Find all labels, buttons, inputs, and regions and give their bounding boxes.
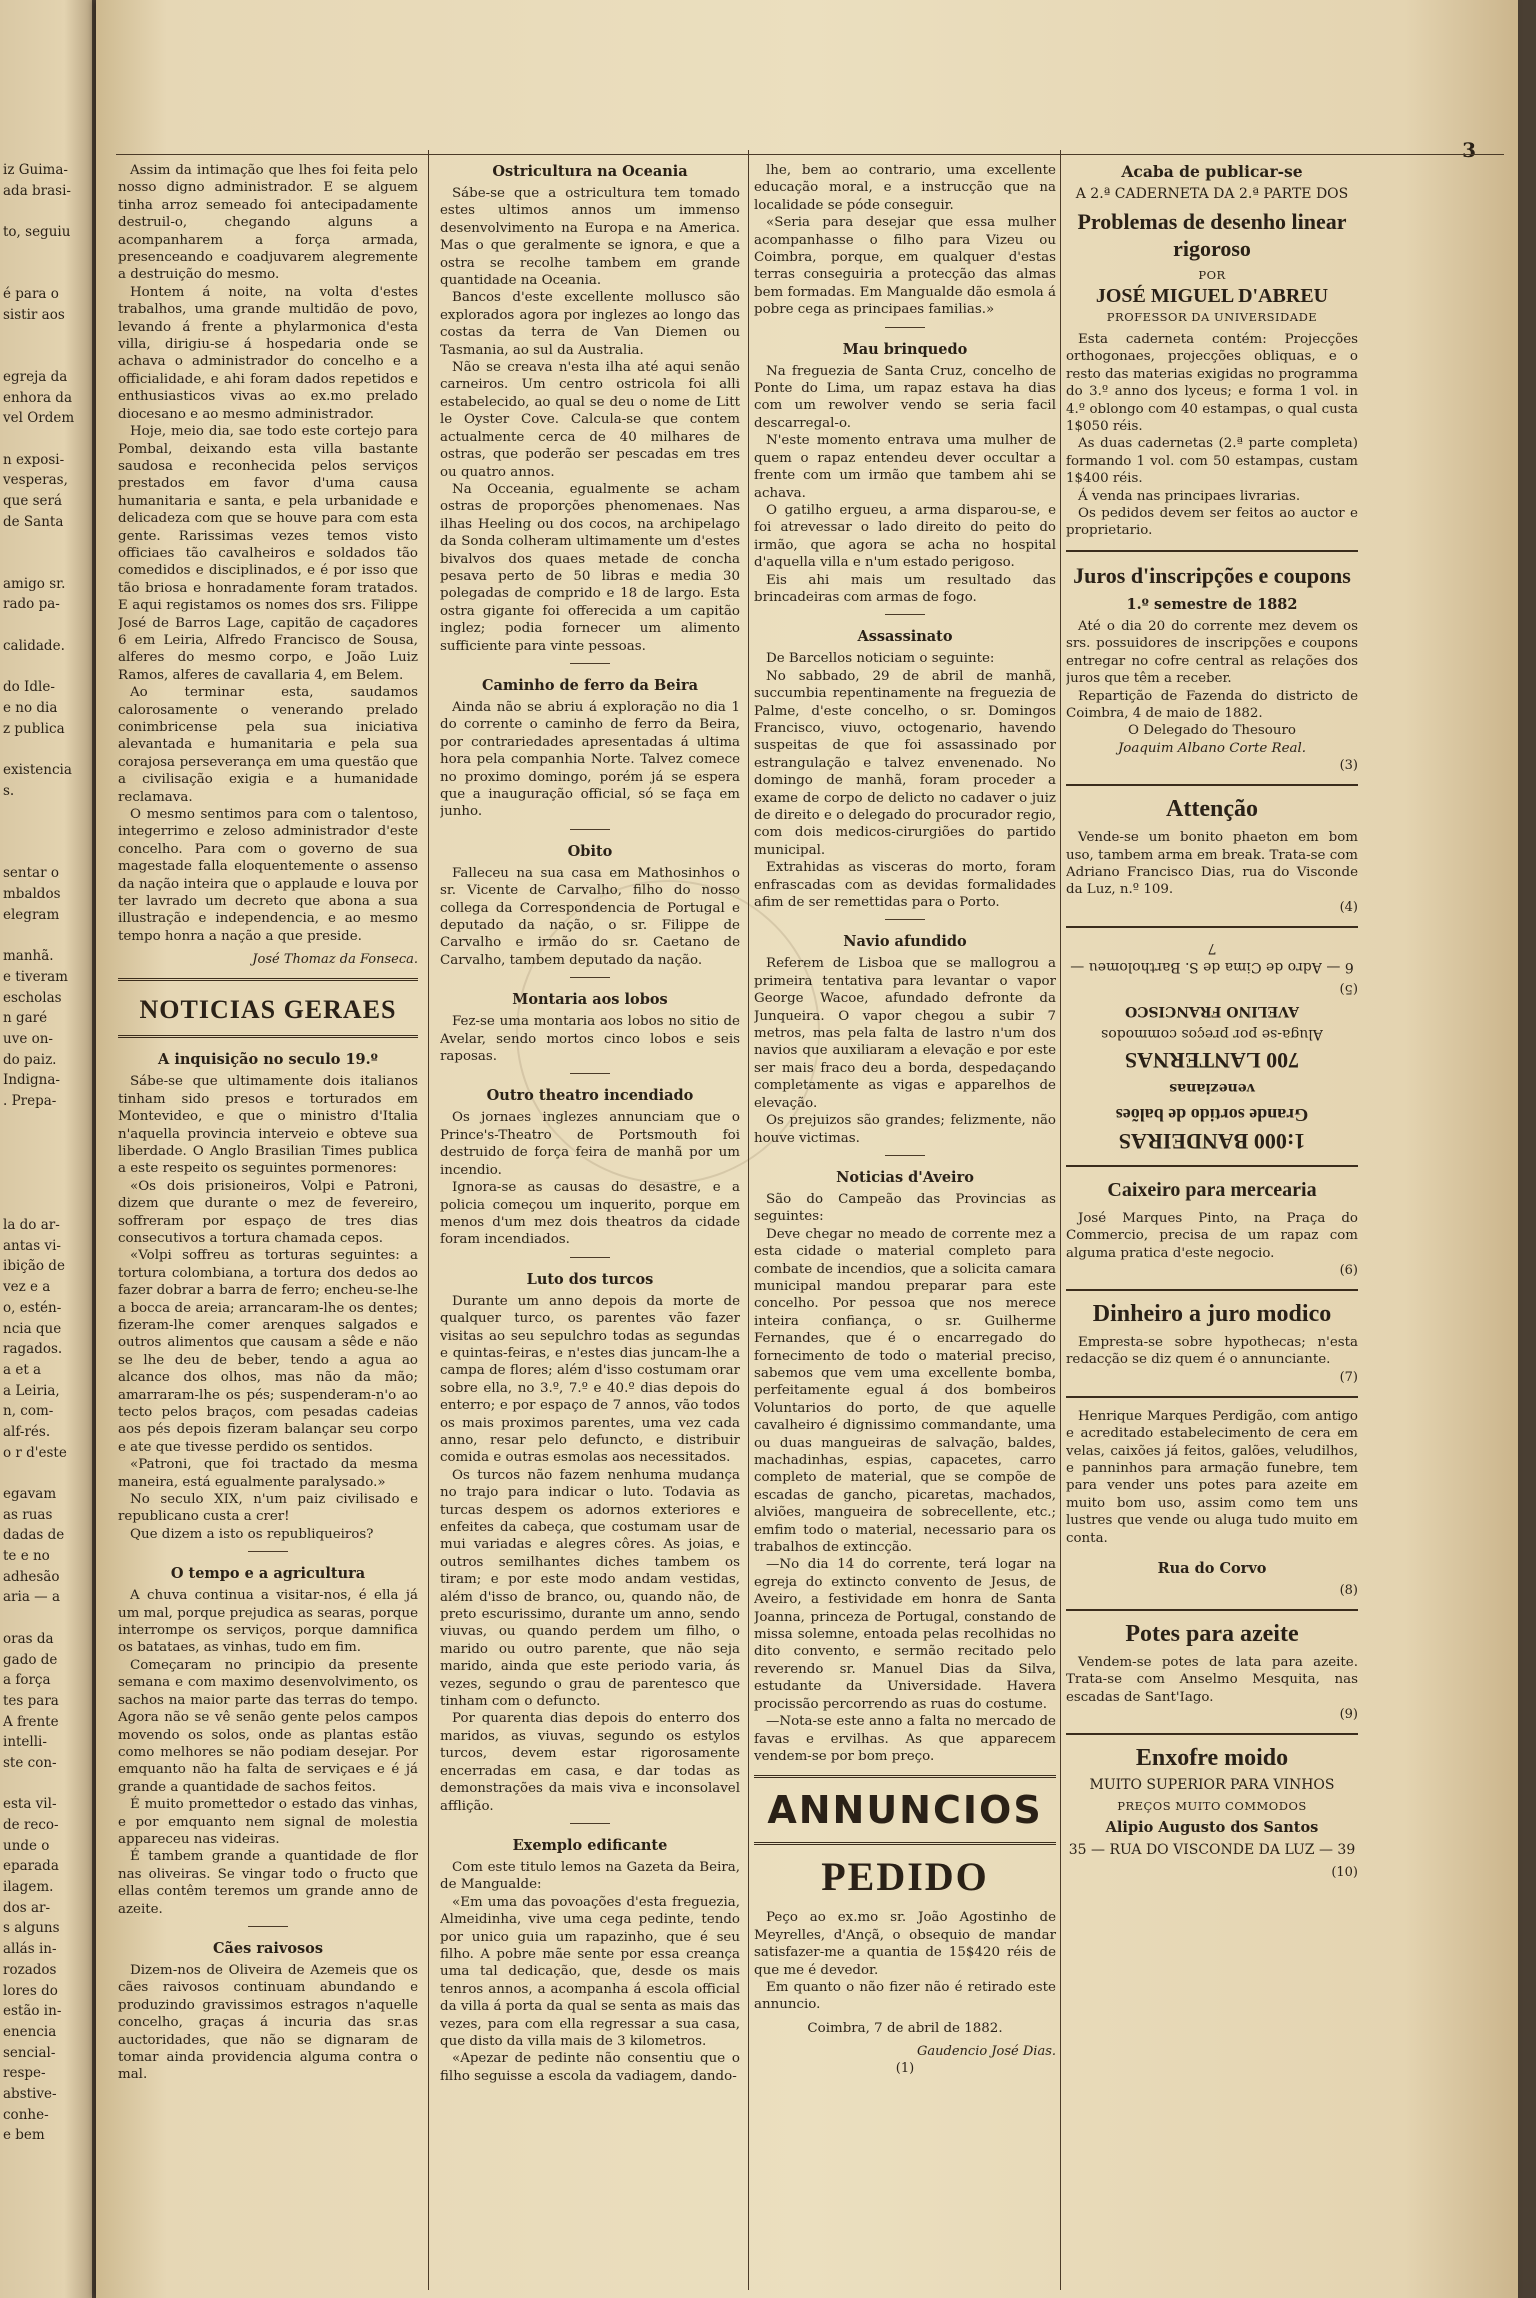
paragraph: É muito promettedor o estado das vinhas, e por emquanto nem signal de molestia appareceu nas videiras. bbox=[118, 1797, 418, 1847]
margin-fragment: abstive- bbox=[3, 2085, 57, 2102]
paragraph: Fez-se uma montaria aos lobos no sitio de Avelar, sendo mortos cinco lobos e seis raposas. bbox=[440, 1014, 740, 1065]
margin-fragment: ibição de bbox=[3, 1258, 65, 1275]
paragraph: «Seria para desejar que essa mulher acompanhasse o filho para Vizeu ou Coimbra, porque, em qualquer d'estas terras conseguiria a protecção das almas bem formadas. Em Mangualde dão esmola á pobre cega as principaes familias.» bbox=[754, 215, 1056, 318]
column-4 bbox=[1066, 162, 1358, 2277]
paragraph: Até o dia 20 do corrente mez devem os srs. possuidores de inscripções e coupons entregar no cofre central as relações dos juros que têm a receber. bbox=[1066, 618, 1358, 687]
paragraph: «Apezar de pedinte não consentiu que o filho seguisse a escola da vadiagem, dando- bbox=[440, 2051, 740, 2084]
paragraph: Que dizem a isto os republiqueiros? bbox=[130, 1526, 374, 1542]
margin-fragment: sencial- bbox=[3, 2044, 56, 2061]
margin-fragment: rado pa- bbox=[3, 596, 60, 613]
paragraphs bbox=[754, 1191, 1056, 1765]
article-separator bbox=[570, 663, 610, 664]
margin-fragment bbox=[3, 553, 92, 574]
paragraph: O gatilho ergueu, a arma disparou-se, e foi atrevessar o lado direito do peito do irmão, que agora se acha no hospital d'aquella villa e n'um estado perigoso. bbox=[754, 502, 1056, 571]
paragraph: Á venda nas principaes livrarias. bbox=[1078, 488, 1301, 504]
paragraphs bbox=[440, 185, 740, 655]
article-title: Caminho de ferro da Beira bbox=[481, 676, 699, 694]
margin-fragment: adhesão bbox=[3, 1568, 60, 1585]
paragraph: No seculo XIX, n'um paiz civilisado e republicano custa a crer! bbox=[118, 1492, 418, 1525]
paragraph: Ignora-se as causas do desastre, e a policia começou um inquerito, porque em menos d'um mez dois theatros da cidade foram incendiados. bbox=[440, 1180, 740, 1248]
margin-fragment: conhe- bbox=[3, 2106, 49, 2123]
margin-fragment: eparada bbox=[3, 1858, 59, 1875]
ad-number: (3) bbox=[1339, 758, 1358, 774]
paragraph: Repartição de Fazenda do districto de Coimbra, 4 de maio de 1882. bbox=[1066, 688, 1358, 721]
ad-inverted-line: 700 LANTERNAS bbox=[1124, 1047, 1300, 1073]
margin-fragment: sentar o bbox=[3, 865, 59, 882]
article-inquisicao bbox=[118, 1050, 418, 1543]
margin-fragment: de Santa bbox=[3, 513, 64, 530]
paragraphs bbox=[118, 162, 418, 945]
ad-separator bbox=[1066, 1396, 1358, 1398]
margin-fragment bbox=[3, 843, 92, 864]
margin-fragment: enhora da bbox=[3, 389, 72, 406]
margin-fragment: dos ar- bbox=[3, 1899, 51, 1916]
article-exemplo-continued bbox=[754, 162, 1056, 319]
article-luto bbox=[440, 1270, 740, 1815]
ad-text: José Marques Pinto, na Praça do Commercio, precisa de um rapaz com alguma pratica d'este negocio. bbox=[1066, 1210, 1358, 1261]
paragraph: «Volpi soffreu as torturas seguintes: a tortura colombiana, a tortura dos dedos ao fazer dobrar a barra de ferro; encheu-se-lhe a bocca de areia; arrancaram-lhe os dentes; fizeram-lhe comer arenques salgados e outros alimentos que causam a sêde e não se lhe deu de beber, tendo a agua ao alcance dos olhos, mas não da mão; amarraram-lhe os pés; suspenderam-n'o ao tecto pelos braços, com pesadas cadeias aos pés depois fizeram balançar seu corpo e ate que tivesse perdido os sentidos. bbox=[118, 1248, 418, 1455]
annuncios-heading: ANNUNCIOS bbox=[767, 1788, 1043, 1833]
section-rule bbox=[754, 1775, 1056, 1778]
article-separator bbox=[885, 919, 925, 920]
margin-fragment bbox=[3, 615, 92, 636]
ad-number: (5) bbox=[1339, 980, 1358, 996]
ad-juros bbox=[1066, 562, 1358, 774]
ad-separator bbox=[1066, 1165, 1358, 1167]
ad-number: (9) bbox=[1339, 1707, 1358, 1723]
top-rule bbox=[116, 154, 1504, 155]
newspaper-page bbox=[96, 0, 1518, 2298]
margin-fragment: tes para bbox=[3, 1692, 59, 1709]
margin-fragment bbox=[3, 822, 92, 843]
paragraphs bbox=[440, 699, 740, 821]
article-separator bbox=[885, 327, 925, 328]
ad-number: (10) bbox=[1331, 1865, 1358, 1881]
margin-fragment: o r d'este bbox=[3, 1444, 67, 1461]
margin-fragment: intelli- bbox=[3, 1734, 47, 1751]
paragraph: Peço ao ex.mo sr. João Agostinho de Meyrelles, d'Ançã, o obsequio de mandar satisfazer-me a quantia de 15$420 réis de que me é devedor. bbox=[754, 1910, 1056, 1978]
paragraphs bbox=[754, 650, 1056, 911]
paragraph: Os jornaes inglezes annunciam que o Prince's-Theatro de Portsmouth foi destruido de força feira de manhã por um incendio. bbox=[440, 1110, 740, 1178]
paragraphs bbox=[118, 1962, 418, 2084]
article-title: Cães raivosos bbox=[212, 1939, 323, 1957]
paragraph: Em quanto o não fizer não é retirado este annuncio. bbox=[754, 1979, 1056, 2013]
margin-fragment: elegram bbox=[3, 906, 60, 923]
ad-kicker: Acaba de publicar-se bbox=[1121, 162, 1303, 181]
article-signature: José Thomaz da Fonseca. bbox=[252, 952, 418, 968]
ad-title: Potes para azeite bbox=[1125, 1621, 1299, 1648]
ad-inverted-line: AVELINO FRANCISCO bbox=[1125, 1002, 1300, 1019]
paragraphs bbox=[754, 162, 1056, 319]
previous-page-text-fragments bbox=[0, 0, 92, 2146]
paragraph: Com este titulo lemos na Gazeta da Beira, de Mangualde: bbox=[440, 1859, 740, 1893]
previous-page-margin bbox=[0, 0, 92, 2298]
paragraph: Hoje, meio dia, sae todo este cortejo para Pombal, deixando esta villa bastante saudosa e reconhecida pelos serviços prestados em favor d'uma causa humanitaria e santa, e pela urbanidade e delicadeza com que se houve para com esta gente. Rarissimas vezes temos visto officiaes tão cavalheiros e soldados tão comedidos e disciplinados, e é por isso que tão briosa e honradamente foram tratados. E aqui registamos os nomes dos srs. Filippe José de Barros Lage, capitão de caçadores 6 em Leiria, Alfredo Francisco de Sousa, alferes do mesmo corpo, e João Luiz Ramos, alferes de cavallaria 4, em Belem. bbox=[118, 424, 418, 683]
margin-fragment bbox=[3, 346, 92, 367]
ad-text: Vende-se um bonito phaeton em bom uso, tambem arma em break. Trata-se com Adriano Francisco Dias, rua do Visconde da Luz, n.º 109. bbox=[1066, 830, 1358, 898]
margin-fragment: do paiz. bbox=[3, 1051, 57, 1068]
ad-separator bbox=[1066, 926, 1358, 928]
margin-fragment bbox=[3, 1608, 92, 1629]
margin-fragment bbox=[3, 1153, 92, 1174]
paragraph: Não se creava n'esta ilha até aqui senão carneiros. Um centro ostricola foi alli estabelecido, ao qual se deu o nome de Litt le Oyster Cove. Calcula-se que contem actualmente cerca de 40 milhares de ostras, que poderão ser pescadas em tres ou quatro annos. bbox=[440, 360, 740, 480]
article-separator bbox=[248, 1551, 288, 1552]
ad-subtitle: A 2.ª CADERNETA DA 2.ª PARTE DOS bbox=[1075, 186, 1349, 202]
margin-fragment bbox=[3, 1194, 92, 1215]
margin-fragment bbox=[3, 1132, 92, 1153]
paragraph: Ao terminar esta, saudamos calorosamente o venerando prelado conimbricense pela sua iniciativa alevantada e humanitaria e pela sua corajosa perseverança em uma questão que a civilisação exigia e a humanidade reclamava. bbox=[118, 685, 418, 805]
article-title: Obito bbox=[567, 842, 613, 860]
ad-dinheiro bbox=[1066, 1301, 1358, 1386]
article-caes bbox=[118, 1939, 418, 2084]
ad-text: Henrique Marques Perdigão, com antigo e acreditado estabelecimento de cera em velas, caixões já feitos, galões, veludilhos, e panninhos para armação funebre, tem para vender uns potes para azeite em muito bom uso, assim como tem uns lustres que vende ou aluga tudo muito em conta. bbox=[1066, 1408, 1358, 1546]
section-rule bbox=[118, 978, 418, 981]
margin-fragment: gado de bbox=[3, 1651, 58, 1668]
margin-fragment: ada brasi- bbox=[3, 182, 71, 199]
paragraph: Na Occeania, egualmente se acham ostras de proporções phenomenaes. Nas ilhas Heeling ou dos cocos, na archipelago da Sonda colheram ultimamente um d'estes bivalvos dos quaes metade de concha pesava perto de 50 libras e media 30 polegadas de comprido e 18 de largo. Esta ostra gigante foi offerecida a um capitão inglez; podia fornecer um alimento sufficiente para vinte pessoas. bbox=[440, 481, 740, 654]
margin-fragment bbox=[3, 263, 92, 284]
article-separator bbox=[570, 977, 610, 978]
paragraph: Esta caderneta contém: Projecções orthogonaes, projecções obliquas, e o resto das materias exigidas no programma do 3.º anno dos lyceus; e forma 1 vol. in 4.º oblongo com 40 estampas, o qual custa 1$050 réis. bbox=[1066, 332, 1358, 435]
article-caminho bbox=[440, 676, 740, 821]
article-title: Mau brinquedo bbox=[842, 340, 968, 358]
ad-merchant: Alipio Augusto dos Santos bbox=[1105, 1819, 1319, 1837]
margin-fragment: que será bbox=[3, 493, 63, 509]
margin-fragment: enencia bbox=[3, 2023, 57, 2040]
margin-fragment bbox=[3, 1174, 92, 1195]
ad-title: Problemas de desenho linear rigoroso bbox=[1077, 209, 1347, 261]
ad-street: Rua do Corvo bbox=[1157, 1560, 1267, 1578]
ad-number: (1) bbox=[895, 2061, 915, 2077]
article-tempo bbox=[118, 1564, 418, 1918]
paragraph: «Os dois prisioneiros, Volpi e Patroni, dizem que durante o mez de fevereiro, soffreram por espaço de tres dias consecutivos a tortura chamada cepos. bbox=[118, 1178, 418, 1246]
margin-fragment: estão in- bbox=[3, 2003, 62, 2020]
margin-fragment: é para o bbox=[3, 286, 59, 303]
margin-fragment: a Leiria, bbox=[3, 1382, 60, 1399]
margin-fragment: manhã. bbox=[3, 948, 54, 965]
article-assassinato bbox=[754, 627, 1056, 911]
paragraph: Eis ahi mais um resultado das brincadeiras com armas de fogo. bbox=[754, 572, 1056, 605]
column-divider bbox=[748, 150, 749, 2290]
paragraph: lhe, bem ao contrario, uma excellente educação moral, e a instrucção que na localidade se póde conseguir. bbox=[754, 163, 1056, 213]
ad-text: Empresta-se sobre hypothecas; n'esta redacção se diz quem é o annunciante. bbox=[1066, 1334, 1358, 1368]
paragraph: Ainda não se abriu á exploração no dia 1 do corrente o caminho de ferro da Beira, por contrariedades apresentadas á ultima hora pela companhia Norte. Talvez comece no proximo domingo, porém já se espera que a inauguração official, só se faça em junho. bbox=[440, 699, 740, 820]
ad-inverted-line: Aluga-se por preços commodos bbox=[1101, 1025, 1323, 1042]
article-separator bbox=[570, 1257, 610, 1258]
article-brinquedo bbox=[754, 340, 1056, 607]
intro-article bbox=[118, 162, 418, 968]
margin-fragment: de reco- bbox=[3, 1817, 59, 1833]
margin-fragment: a et a bbox=[3, 1361, 42, 1378]
margin-fragment: z publica bbox=[3, 720, 65, 737]
ad-number: (8) bbox=[1339, 1583, 1358, 1599]
margin-fragment: respe- bbox=[3, 2065, 46, 2082]
ad-inverted-title: 1:000 BANDEIRAS bbox=[1118, 1128, 1306, 1154]
article-title: Exemplo edificante bbox=[512, 1836, 668, 1854]
ad-small-line: PREÇOS MUITO COMMODOS bbox=[1117, 1799, 1307, 1814]
paragraph: «Patroni, que foi tractado da mesma maneira, está egualmente paralysado.» bbox=[118, 1457, 418, 1490]
pedido-date: Coimbra, 7 de abril de 1882. bbox=[807, 2020, 1003, 2036]
paragraphs bbox=[118, 1073, 418, 1543]
paragraph: —Nota-se este anno a falta no mercado de favas e ervilhas. As que apparecem vendem-se por bom preço. bbox=[754, 1714, 1056, 1764]
pedido-heading: PEDIDO bbox=[821, 1854, 989, 1900]
paragraph: Sábe-se que a ostricultura tem tomado estes ultimos annos um immenso desenvolvimento na Europa e na America. Mas o que geralmente se ignora, e que a ostra se recolhe tambem em grande quantidade na Oceania. bbox=[440, 186, 740, 289]
paragraph: Falleceu na sua casa em Mathosinhos o sr. Vicente de Carvalho, filho do nosso collega da Correspondencia de Portugal e deputado da nação, o sr. Filippe de Carvalho e irmão do sr. Caetano de Carvalho, tambem deputado da nação. bbox=[440, 865, 740, 968]
article-title: Luto dos turcos bbox=[526, 1270, 654, 1288]
margin-fragment: amigo sr. bbox=[3, 575, 66, 592]
ad-number: (4) bbox=[1339, 899, 1358, 915]
paragraphs bbox=[440, 865, 740, 969]
ad-perdigao bbox=[1066, 1408, 1358, 1599]
margin-fragment bbox=[3, 1463, 92, 1484]
article-title: O tempo e a agricultura bbox=[170, 1565, 366, 1583]
margin-fragment bbox=[3, 326, 92, 347]
article-ostricultura bbox=[440, 162, 740, 655]
ad-separator bbox=[1066, 1609, 1358, 1611]
margin-fragment bbox=[3, 201, 92, 222]
paragraph: Dizem-nos de Oliveira de Azemeis que os cães raivosos continuam abundando e produzindo gravissimos estragos n'aquelle concelho, graças á incuria das sr.as auctoridades, que não se dignaram de tomar ainda providencia alguma contra o mal. bbox=[118, 1962, 418, 2083]
article-separator bbox=[570, 1823, 610, 1824]
section-title: NOTICIAS GERAES bbox=[139, 995, 397, 1025]
margin-fragment: vez e a bbox=[3, 1279, 51, 1296]
margin-fragment: e tiveram bbox=[3, 968, 68, 985]
margin-fragment: n, com- bbox=[3, 1403, 54, 1420]
paragraph: N'este momento entrava uma mulher de quem o rapaz entendeu dever occultar a frente com um irmão que tambem ahi se achava. bbox=[754, 433, 1056, 501]
article-separator bbox=[248, 1926, 288, 1927]
margin-fragment: antas vi- bbox=[3, 1237, 61, 1254]
ad-subtitle: MUITO SUPERIOR PARA VINHOS bbox=[1089, 1777, 1335, 1794]
margin-fragment: to, seguiu bbox=[3, 224, 71, 241]
ad-title: Enxofre moido bbox=[1135, 1745, 1289, 1772]
paragraph: Hontem á noite, na volta d'estes trabalhos, uma grande multidão de povo, levando á frente a phylarmonica d'esta villa, dirigiu-se á hospedaria onde se achava o administrador do concelho e a officialidade, e ahi foram dados repetidos e enthusiasticos vivas ao ex.mo prelado diocesano e ao mesmo administrador. bbox=[118, 284, 418, 422]
margin-fragment: alf-rés. bbox=[3, 1423, 51, 1440]
paragraph: —No dia 14 do corrente, terá logar na egreja do extincto convento de Jesus, de Aveiro, a festividade em honra de Santa Joanna, princeza de Portugal, constando de missa solemne, entoada pelas recolhidas no dito convento, e sermão recitado pelo reverendo sr. Manuel Dias da Silva, estudante da Universidade. Havera procissão percorrendo as ruas do costume. bbox=[754, 1557, 1056, 1712]
paragraph: As duas cadernetas (2.ª parte completa) formando 1 vol. com 50 estampas, custam 1$400 réis. bbox=[1066, 436, 1358, 487]
paragraphs bbox=[118, 1587, 418, 1918]
ad-caixeiro bbox=[1066, 1177, 1358, 1279]
ad-text: Vendem-se potes de lata para azeite. Trata-se com Anselmo Mesquita, nas escadas de Sant'Iago. bbox=[1066, 1655, 1358, 1705]
margin-fragment: do Idle- bbox=[3, 679, 55, 696]
margin-fragment: esta vil- bbox=[3, 1796, 57, 1813]
margin-fragment: Indigna- bbox=[3, 1072, 60, 1089]
ad-attencao bbox=[1066, 796, 1358, 916]
article-title: Outro theatro incendiado bbox=[486, 1087, 694, 1105]
margin-fragment: ste con- bbox=[3, 1754, 57, 1771]
ad-subtitle: 1.º semestre de 1882 bbox=[1126, 595, 1298, 613]
ad-title: Dinheiro a juro modico bbox=[1092, 1300, 1332, 1327]
column-divider bbox=[1060, 150, 1061, 2290]
margin-fragment bbox=[3, 739, 92, 760]
article-title: Assassinato bbox=[857, 628, 953, 646]
paragraph: Os turcos não fazem nenhuma mudança no trajo para indicar o luto. Todavia as turcas despem os adornos exteriores e enfeites da cabeça, que costumam usar de mui variadas e alegres côres. As joias, e outros semilhantes diches tambem os tiram; e por este modo andam vestidas, além d'isso de branco, ou, quando não, de preto escurissimo, durante um anno, sendo viuvas, ou quando perdem um filho, o marido ou outro parente, que não seja marido, ainda que este periodo varia, ás vezes, segundo o grau de parentesco que tinham com o defuncto. bbox=[440, 1467, 740, 1710]
margin-fragment: vel Ordem bbox=[3, 410, 75, 427]
ad-title: Caixeiro para mercearia bbox=[1107, 1178, 1317, 1201]
paragraph: No sabbado, 29 de abril de manhã, succumbia repentinamente na freguezia de Palme, d'este concelho, o sr. Domingos Francisco, viuvo, octogenario, havendo suspeitas de que foi assassinado por estrangulação e talvez envenenado. No domingo de manhã, foram proceder a exame de corpo de delicto no cadaver o juiz de direito e o delegado do procurador regio, com dois medicos-cirurgiões do partido municipal. bbox=[754, 668, 1056, 858]
margin-fragment: te e no bbox=[3, 1548, 50, 1565]
margin-fragment: escholas bbox=[3, 989, 62, 1006]
paragraphs bbox=[440, 1109, 740, 1248]
paragraphs bbox=[754, 363, 1056, 607]
paragraph: Começaram no principio da presente semana e com maximo desenvolvimento, os sachos na maior parte das terras do tempo. Agora não se vê senão gente pelos campos movendo os solos, onde as plantas estão como melhores se não podiam desejar. Por emquanto não ha falta de serviçaes e é já grande a quantidade de sachos feitos. bbox=[118, 1657, 418, 1795]
margin-fragment: oras da bbox=[3, 1630, 54, 1647]
margin-fragment: A frente bbox=[3, 1713, 59, 1730]
section-rule bbox=[118, 1035, 418, 1038]
paragraph: Bancos d'este excellente mollusco são explorados agora por inglezes ao longo das costas da terra de Van Diemen ou Tasmania, ao sul da Australia. bbox=[440, 290, 740, 358]
article-aveiro bbox=[754, 1168, 1056, 1765]
margin-fragment: o, estén- bbox=[3, 1299, 62, 1316]
margin-fragment: uve on- bbox=[3, 1030, 53, 1047]
margin-fragment: . Prepa- bbox=[3, 1092, 57, 1109]
column-3 bbox=[754, 162, 1056, 2277]
margin-fragment: e bem bbox=[3, 2127, 45, 2144]
paragraph: É tambem grande a quantidade de flor nas oliveiras. Se vingar todo o fructo que ellas contêm teremos um grande anno de azeite. bbox=[118, 1849, 418, 1917]
page-number: 3 bbox=[1462, 138, 1476, 162]
article-separator bbox=[885, 614, 925, 615]
margin-fragment bbox=[3, 657, 92, 678]
margin-fragment: allás in- bbox=[3, 1941, 57, 1958]
margin-fragment: unde o bbox=[3, 1837, 50, 1854]
column-2 bbox=[440, 162, 740, 2277]
article-title: Noticias d'Aveiro bbox=[836, 1168, 974, 1186]
ad-inverted-lanterns bbox=[1066, 938, 1358, 1155]
paragraph: Referem de Lisboa que se mallogrou a primeira tentativa para levantar o vapor George Wacoe, afundado defronte da Junqueira. O vapor chegou a subir 7 metros, mas pela falta de lastro n'um dos navios que auxiliaram a elevação e por este ser mais fraco deu a borda, despedaçando completamente as vigas e apparelhos de elevação. bbox=[754, 956, 1056, 1111]
margin-fragment: e no dia bbox=[3, 699, 58, 716]
ad-separator bbox=[1066, 550, 1358, 552]
ad-by: POR bbox=[1198, 268, 1226, 282]
margin-fragment: s alguns bbox=[3, 1920, 60, 1937]
pedido-notice bbox=[754, 1855, 1056, 2077]
margin-fragment: egavam bbox=[3, 1486, 57, 1502]
margin-fragment: a força bbox=[3, 1672, 51, 1689]
margin-fragment: calidade. bbox=[3, 637, 65, 654]
ad-separator bbox=[1066, 784, 1358, 786]
margin-fragment: sistir aos bbox=[3, 306, 65, 323]
section-rule bbox=[754, 1842, 1056, 1845]
ad-problemas-desenho bbox=[1066, 162, 1358, 540]
paragraph: Os pedidos devem ser feitos ao auctor e proprietario. bbox=[1066, 506, 1358, 539]
ad-title: Juros d'inscripções e coupons bbox=[1073, 562, 1351, 588]
paragraph: Durante um anno depois da morte de qualquer turco, os parentes vão fazer visitas ao seu sepulchro todas as segundas e quintas-feiras, e n'estes dias juncam-lhe a campa de flores; além d'isso costumam orar sobre ella, no 3.º, 7.º e 40.º dias depois do enterro; e por espaço de 7 annos, vão todos os mais proximos parentes, uma vez cada anno, resar pelo defuncto, e distribuir comida e outras esmolas aos necessitados. bbox=[440, 1293, 740, 1466]
margin-fragment: ilagem. bbox=[3, 1879, 54, 1896]
paragraph: Deve chegar no meado de corrente mez a esta cidade o material completo para combate de incendios, que a solicita camara municipal mandou preparar para este concelho. Por pessoa que nos merece inteira confiança, o sr. Guilherme Fernandes, que é o encarregado do fornecimento de todo o material preciso, sabemos que vem uma excellente bomba, perfeitamente egual á dos bombeiros Voluntarios do porto, de que aquelle cavalheiro é dignissimo commandante, uma ou duas mangueiras de salvação, baldes, machadinhas, espias, capacetes, carro completo de material, que se compõe de escadas de gancho, picaretas, machados, alviões, mangueira de sobrecellente, etc.; emfim todo o material, necessario para os trabalhos de extincção. bbox=[754, 1226, 1056, 1556]
ad-separator bbox=[1066, 1289, 1358, 1291]
ad-inverted-line: 6 — Adro de Cima de S. Bartholomeu — 7 bbox=[1070, 939, 1354, 975]
paragraph: A chuva continua a visitar-nos, é ella já um mal, porque prejudica as searas, porque interrompe os serviços, porque damnifica os batataes, as vinhas, tudo em fim. bbox=[118, 1588, 418, 1656]
paragraphs bbox=[754, 955, 1056, 1146]
paragraph: Na freguezia de Santa Cruz, concelho de Ponte do Lima, um rapaz estava ha dias com um rewolver vendo se seria facil descarregal-o. bbox=[754, 363, 1056, 431]
paragraph: Por quarenta dias depois do enterro dos maridos, as viuvas, segundo os estylos turcos, devem estar rigorosamente encerradas em casa, e dar todas as demonstrações da mais viva e inconsolavel afflição. bbox=[440, 1711, 740, 1814]
ad-inverted-line: venezianas bbox=[1169, 1079, 1255, 1096]
margin-fragment: dadas de bbox=[3, 1527, 65, 1544]
margin-fragment bbox=[3, 1774, 92, 1795]
margin-fragment: n garé bbox=[3, 1010, 48, 1027]
margin-fragment: iz Guima- bbox=[3, 162, 68, 178]
paragraph: «Em uma das povoações d'esta freguezia, Almeidinha, vive uma cega pedinte, tendo por unico guia um rapazinho, que é seu filho. A pobre mãe sente por essa creança uma tal dedicação, que, desde os mais tenros annos, a acompanha á escola official da villa á porta da qual se senta as mais das vezes, para com ella regressar a sua casa, que disto da villa mais de 3 kilometros. bbox=[440, 1894, 740, 2049]
margin-fragment: lores do bbox=[3, 1982, 58, 1999]
ad-author: JOSÉ MIGUEL D'ABREU bbox=[1095, 285, 1329, 307]
article-title: Ostricultura na Oceania bbox=[492, 163, 688, 180]
margin-fragment: vesperas, bbox=[3, 472, 68, 489]
ad-number: (7) bbox=[1339, 1369, 1358, 1385]
article-theatro bbox=[440, 1086, 740, 1248]
margin-fragment: ncia que bbox=[3, 1320, 62, 1337]
column-1 bbox=[118, 162, 418, 2277]
ad-signatory-role: O Delegado do Thesouro bbox=[1128, 723, 1296, 739]
margin-fragment: as ruas bbox=[3, 1506, 53, 1523]
paragraph: Os prejuizos são grandes; felizmente, não houve victimas. bbox=[754, 1113, 1056, 1146]
paragraphs bbox=[754, 1909, 1056, 2013]
paragraph: De Barcellos noticiam o seguinte: bbox=[766, 651, 995, 667]
ad-author-role: PROFESSOR DA UNIVERSIDADE bbox=[1106, 310, 1318, 324]
ad-separator bbox=[1066, 1733, 1358, 1735]
paragraphs bbox=[440, 1013, 740, 1065]
article-title: Navio afundido bbox=[843, 933, 967, 951]
margin-fragment bbox=[3, 243, 92, 264]
margin-fragment bbox=[3, 925, 92, 946]
ad-number: (6) bbox=[1339, 1262, 1358, 1278]
paragraph: O mesmo sentimos para com o talentoso, integerrimo e zeloso administrador d'este concelho. Para com o governo de sua magestade falla eloquentemente o assenso da nação inteira que o applaude e louva por ter lavrado um decreto que abona a sua illustração e independencia, e ao mesmo tempo honra a nação a que preside. bbox=[118, 807, 418, 944]
margin-fragment bbox=[3, 429, 92, 450]
paragraphs bbox=[440, 1859, 740, 2085]
paragraph: Sábe-se que ultimamente dois italianos tinham sido presos e torturados em Montevideo, e que o ministro d'Italia n'aquella provincia interveio e obteve sua liberdade. O Anglo Brasilian Times publica a este respeito os seguintes pormenores: bbox=[118, 1074, 418, 1177]
pedido-signature: Gaudencio José Dias. bbox=[917, 2044, 1056, 2060]
paragraphs bbox=[1066, 331, 1358, 540]
article-separator bbox=[885, 1155, 925, 1156]
margin-fragment: la do ar- bbox=[3, 1217, 60, 1234]
margin-fragment: egreja da bbox=[3, 368, 68, 385]
margin-fragment bbox=[3, 1112, 92, 1133]
margin-fragment: rozados bbox=[3, 1961, 57, 1978]
ad-enxofre bbox=[1066, 1745, 1358, 1881]
margin-fragment: mbaldos bbox=[3, 886, 61, 903]
article-navio bbox=[754, 932, 1056, 1146]
paragraph: Assim da intimação que lhes foi feita pelo nosso digno administrador. E se alguem tinha arroz semeado foi antecipadamente destruil-o, chegando alguns a acompanharem a força armada, presenceando e coadjuvarem alegremente a destruição do mesmo. bbox=[118, 163, 418, 283]
margin-fragment bbox=[3, 801, 92, 822]
article-separator bbox=[570, 829, 610, 830]
ad-address: 35 — RUA DO VISCONDE DA LUZ — 39 bbox=[1068, 1842, 1356, 1859]
ad-potes bbox=[1066, 1621, 1358, 1723]
article-montaria bbox=[440, 990, 740, 1065]
paragraph: Extrahidas as visceras do morto, foram enfrascadas com as devidas formalidades afim de ser remettidas para o Porto. bbox=[754, 860, 1056, 911]
margin-fragment: s. bbox=[3, 782, 15, 799]
article-title: Montaria aos lobos bbox=[512, 991, 668, 1009]
margin-fragment: n exposi- bbox=[3, 451, 65, 468]
margin-fragment: existencia bbox=[3, 761, 72, 778]
article-exemplo bbox=[440, 1836, 740, 2085]
article-obito bbox=[440, 842, 740, 969]
margin-fragment bbox=[3, 532, 92, 553]
paragraph: São do Campeão das Provincias as seguintes: bbox=[754, 1191, 1056, 1225]
article-separator bbox=[570, 1073, 610, 1074]
paragraphs bbox=[440, 1293, 740, 1815]
ad-title: Attenção bbox=[1166, 796, 1258, 823]
column-divider bbox=[428, 150, 429, 2290]
article-title: A inquisição no seculo 19.º bbox=[158, 1051, 378, 1069]
margin-fragment: aria — a bbox=[3, 1589, 60, 1606]
ad-inverted-line: Grande sortido de balões bbox=[1115, 1104, 1309, 1125]
ad-signatory: Joaquim Albano Corte Real. bbox=[1117, 740, 1307, 756]
margin-fragment: ragados. bbox=[3, 1341, 63, 1358]
paragraphs bbox=[1066, 618, 1358, 722]
